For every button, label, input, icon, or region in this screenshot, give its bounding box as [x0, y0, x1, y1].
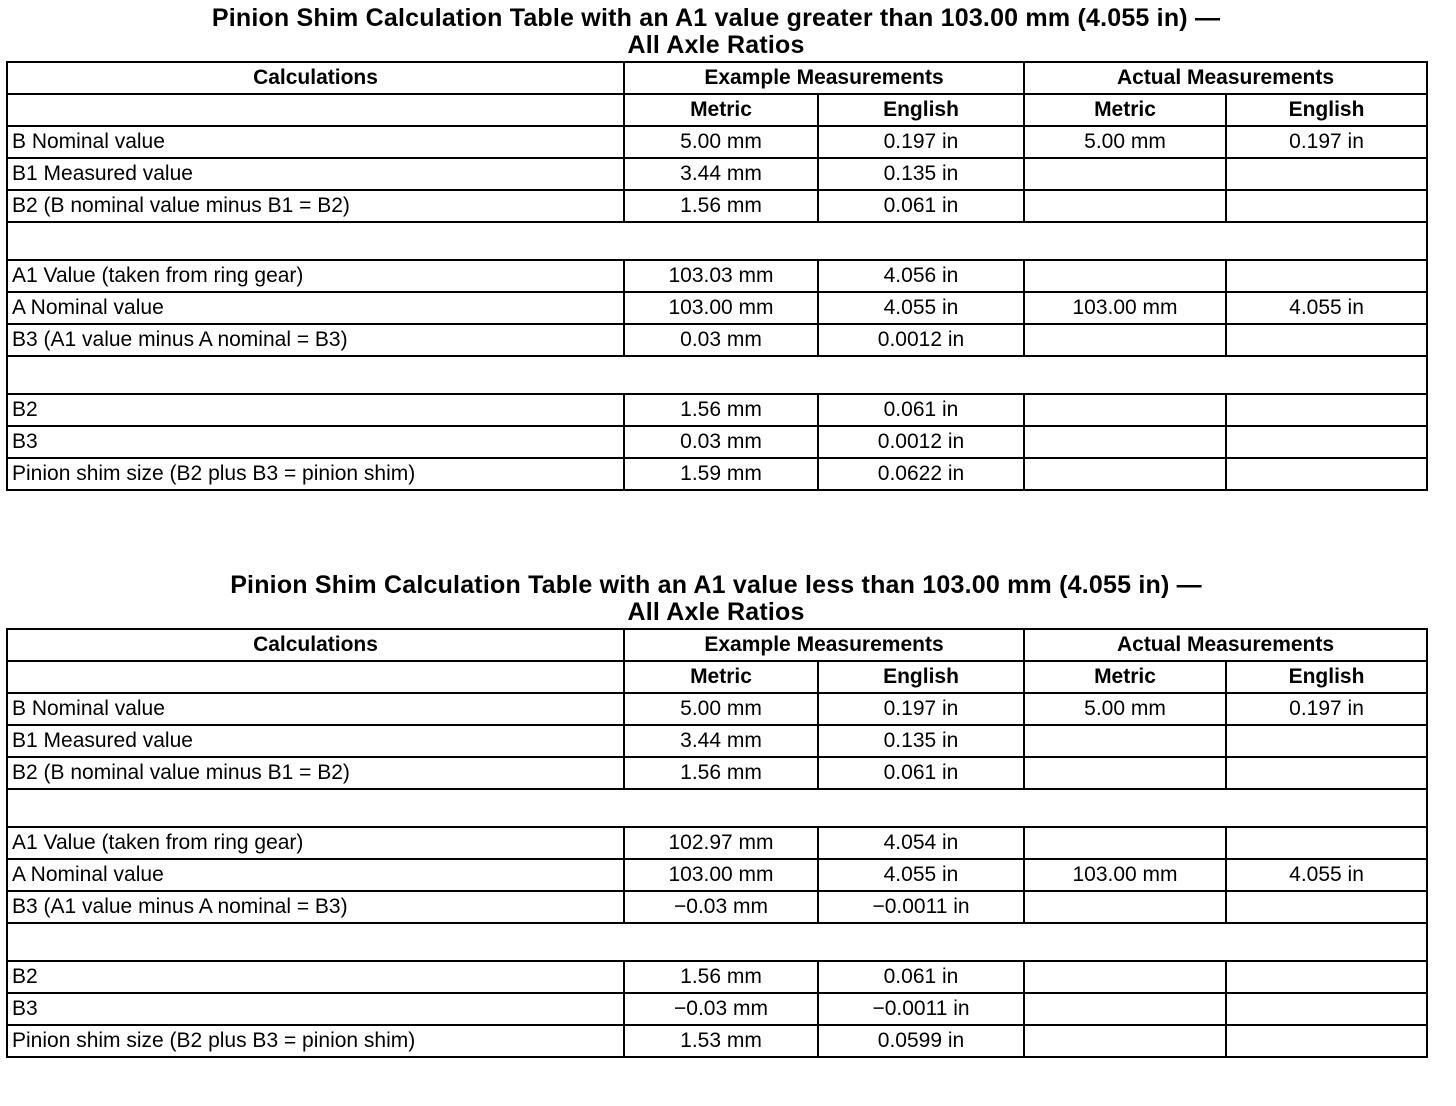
table-row: [7, 458, 1427, 490]
spacer-cell: [7, 789, 1427, 827]
subheader-example-english: English: [818, 661, 1024, 693]
row-label: B2 (B nominal value minus B1 = B2): [7, 757, 624, 789]
table-title-line1: Pinion Shim Calculation Table with an A1 value less than 103.00 mm (4.055 in) —: [230, 571, 1202, 599]
subheader-actual-english: English: [1226, 661, 1427, 693]
example-metric-cell: 103.00 mm: [624, 859, 818, 891]
subheader-example-metric: Metric: [624, 661, 818, 693]
example-metric-cell: 103.00 mm: [624, 292, 818, 324]
example-metric-cell: 103.03 mm: [624, 260, 818, 292]
actual-english-cell: [1226, 961, 1427, 993]
table-row: [7, 394, 1427, 426]
example-english-cell: 0.135 in: [818, 725, 1024, 757]
header-actual-measurements: Actual Measurements: [1024, 62, 1427, 94]
table-row: [7, 993, 1427, 1025]
example-metric-cell: 3.44 mm: [624, 725, 818, 757]
row-label: A Nominal value: [7, 292, 624, 324]
actual-english-cell: [1226, 394, 1427, 426]
example-english-cell: 0.061 in: [818, 961, 1024, 993]
shim-table: [6, 61, 1428, 491]
row-label: A1 Value (taken from ring gear): [7, 827, 624, 859]
row-label: B2: [7, 394, 624, 426]
actual-metric-cell: 5.00 mm: [1024, 693, 1226, 725]
example-english-cell: 0.197 in: [818, 126, 1024, 158]
example-english-cell: 0.197 in: [818, 693, 1024, 725]
table-title: [6, 572, 1426, 626]
subheader-actual-metric: Metric: [1024, 94, 1226, 126]
table-title-line2: All Axle Ratios: [627, 31, 805, 59]
actual-metric-cell: [1024, 426, 1226, 458]
row-label: B2 (B nominal value minus B1 = B2): [7, 190, 624, 222]
example-english-cell: 4.055 in: [818, 859, 1024, 891]
table-row: [7, 260, 1427, 292]
example-english-cell: 0.061 in: [818, 394, 1024, 426]
subheader-actual-metric: Metric: [1024, 661, 1226, 693]
row-label: B3 (A1 value minus A nominal = B3): [7, 324, 624, 356]
subheader-row: [7, 661, 1427, 693]
actual-metric-cell: 103.00 mm: [1024, 292, 1226, 324]
table-row: [7, 158, 1427, 190]
actual-metric-cell: [1024, 725, 1226, 757]
header-example-measurements: Example Measurements: [624, 62, 1024, 94]
example-english-cell: 0.0599 in: [818, 1025, 1024, 1057]
example-english-cell: 0.0012 in: [818, 324, 1024, 356]
example-english-cell: 0.0012 in: [818, 426, 1024, 458]
example-english-cell: 0.0622 in: [818, 458, 1024, 490]
actual-metric-cell: [1024, 260, 1226, 292]
spacer-cell: [7, 222, 1427, 260]
example-english-cell: −0.0011 in: [818, 993, 1024, 1025]
example-english-cell: 4.056 in: [818, 260, 1024, 292]
table-row: [7, 891, 1427, 923]
actual-metric-cell: [1024, 394, 1226, 426]
spacer-row: [7, 356, 1427, 394]
shim-table: [6, 628, 1428, 1058]
row-label: B1 Measured value: [7, 725, 624, 757]
header-actual-measurements: Actual Measurements: [1024, 629, 1427, 661]
example-english-cell: 4.055 in: [818, 292, 1024, 324]
header-calculations: Calculations: [7, 629, 624, 661]
actual-metric-cell: [1024, 158, 1226, 190]
row-label: B1 Measured value: [7, 158, 624, 190]
example-metric-cell: 1.59 mm: [624, 458, 818, 490]
table-row: [7, 827, 1427, 859]
actual-english-cell: [1226, 260, 1427, 292]
actual-english-cell: 4.055 in: [1226, 859, 1427, 891]
example-english-cell: 0.061 in: [818, 190, 1024, 222]
row-label: B Nominal value: [7, 693, 624, 725]
row-label: B Nominal value: [7, 126, 624, 158]
spacer-row: [7, 923, 1427, 961]
header-row: [7, 629, 1427, 661]
shim-table-section-less: [6, 572, 1426, 1058]
row-label: B3: [7, 993, 624, 1025]
table-row: [7, 1025, 1427, 1057]
table-row: [7, 292, 1427, 324]
example-english-cell: 0.135 in: [818, 158, 1024, 190]
row-label: A Nominal value: [7, 859, 624, 891]
actual-metric-cell: [1024, 324, 1226, 356]
example-metric-cell: 1.56 mm: [624, 757, 818, 789]
actual-english-cell: [1226, 190, 1427, 222]
table-row: [7, 725, 1427, 757]
example-english-cell: 0.061 in: [818, 757, 1024, 789]
shim-table-section-greater: [6, 5, 1426, 491]
example-metric-cell: 3.44 mm: [624, 158, 818, 190]
actual-english-cell: [1226, 324, 1427, 356]
example-metric-cell: 1.56 mm: [624, 961, 818, 993]
row-label: Pinion shim size (B2 plus B3 = pinion shim): [7, 1025, 624, 1057]
actual-english-cell: 0.197 in: [1226, 126, 1427, 158]
example-metric-cell: 1.56 mm: [624, 190, 818, 222]
actual-english-cell: [1226, 993, 1427, 1025]
actual-metric-cell: [1024, 891, 1226, 923]
example-metric-cell: 5.00 mm: [624, 126, 818, 158]
subheader-actual-english: English: [1226, 94, 1427, 126]
subheader-example-english: English: [818, 94, 1024, 126]
example-metric-cell: 1.56 mm: [624, 394, 818, 426]
actual-english-cell: [1226, 725, 1427, 757]
spacer-cell: [7, 923, 1427, 961]
header-calculations: Calculations: [7, 62, 624, 94]
row-label: B3: [7, 426, 624, 458]
table-row: [7, 757, 1427, 789]
example-metric-cell: 0.03 mm: [624, 324, 818, 356]
table-title-line1: Pinion Shim Calculation Table with an A1 value greater than 103.00 mm (4.055 in) —: [211, 4, 1221, 32]
actual-metric-cell: [1024, 961, 1226, 993]
example-metric-cell: 5.00 mm: [624, 693, 818, 725]
subheader-empty: [7, 661, 624, 693]
spacer-row: [7, 222, 1427, 260]
actual-english-cell: [1226, 158, 1427, 190]
actual-metric-cell: 103.00 mm: [1024, 859, 1226, 891]
actual-english-cell: [1226, 426, 1427, 458]
actual-metric-cell: [1024, 993, 1226, 1025]
actual-metric-cell: [1024, 757, 1226, 789]
row-label: B3 (A1 value minus A nominal = B3): [7, 891, 624, 923]
table-row: [7, 693, 1427, 725]
example-metric-cell: −0.03 mm: [624, 891, 818, 923]
row-label: A1 Value (taken from ring gear): [7, 260, 624, 292]
table-row: [7, 190, 1427, 222]
subheader-row: [7, 94, 1427, 126]
table-row: [7, 961, 1427, 993]
actual-metric-cell: [1024, 1025, 1226, 1057]
table-row: [7, 426, 1427, 458]
table-row: [7, 324, 1427, 356]
subheader-empty: [7, 94, 624, 126]
example-metric-cell: 0.03 mm: [624, 426, 818, 458]
actual-metric-cell: [1024, 827, 1226, 859]
example-english-cell: −0.0011 in: [818, 891, 1024, 923]
actual-english-cell: 4.055 in: [1226, 292, 1427, 324]
table-title: [6, 5, 1426, 59]
example-metric-cell: 1.53 mm: [624, 1025, 818, 1057]
actual-metric-cell: [1024, 458, 1226, 490]
example-english-cell: 4.054 in: [818, 827, 1024, 859]
table-title-line2: All Axle Ratios: [627, 598, 805, 626]
header-row: [7, 62, 1427, 94]
actual-english-cell: [1226, 1025, 1427, 1057]
example-metric-cell: 102.97 mm: [624, 827, 818, 859]
row-label: Pinion shim size (B2 plus B3 = pinion shim): [7, 458, 624, 490]
actual-english-cell: [1226, 891, 1427, 923]
table-row: [7, 126, 1427, 158]
header-example-measurements: Example Measurements: [624, 629, 1024, 661]
actual-metric-cell: [1024, 190, 1226, 222]
table-row: [7, 859, 1427, 891]
actual-english-cell: [1226, 827, 1427, 859]
actual-english-cell: 0.197 in: [1226, 693, 1427, 725]
subheader-example-metric: Metric: [624, 94, 818, 126]
actual-english-cell: [1226, 757, 1427, 789]
spacer-row: [7, 789, 1427, 827]
spacer-cell: [7, 356, 1427, 394]
row-label: B2: [7, 961, 624, 993]
actual-english-cell: [1226, 458, 1427, 490]
actual-metric-cell: 5.00 mm: [1024, 126, 1226, 158]
example-metric-cell: −0.03 mm: [624, 993, 818, 1025]
